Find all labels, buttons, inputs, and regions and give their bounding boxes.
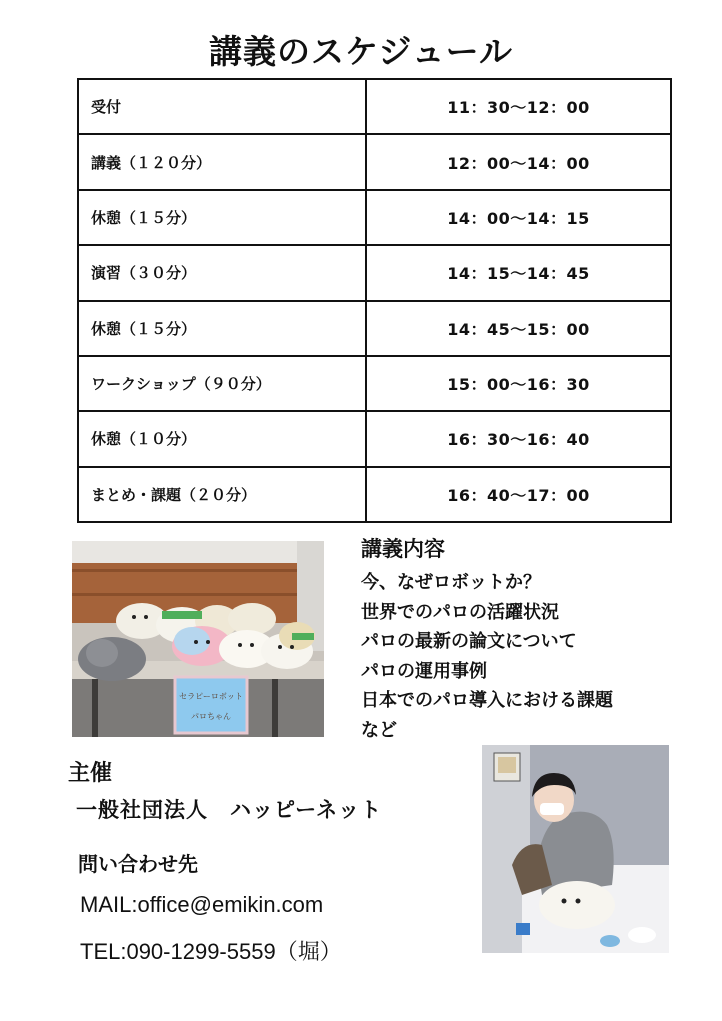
table-row: [78, 190, 671, 245]
contact-tel: TEL:090-1299-5559（堀）: [80, 939, 342, 964]
session-illustration: [482, 745, 669, 953]
table-row: [78, 134, 671, 189]
list-item: パロの最新の論文について: [361, 631, 577, 652]
schedule-label: 演習（３０分）: [78, 245, 366, 300]
schedule-time: 14：00〜14：15: [366, 190, 671, 245]
list-item: 世界でのパロの活躍状況: [361, 601, 559, 623]
schedule-time: 15：00〜16：30: [366, 356, 671, 411]
schedule-label: ワークショップ（９０分）: [78, 356, 366, 411]
schedule-label: まとめ・課題（２０分）: [78, 467, 366, 522]
contact-heading: 問い合わせ先: [78, 852, 198, 876]
list-item: 日本でのパロ導入における課題: [361, 690, 613, 711]
schedule-time: 12：00〜14：00: [366, 134, 671, 189]
schedule-label: 受付: [78, 79, 366, 134]
schedule-time: 16：30〜16：40: [366, 411, 671, 466]
organizer-heading: 主催: [68, 761, 113, 786]
paro-display-photo: [72, 541, 324, 737]
sign-line-1: セラピーロボット: [179, 692, 243, 701]
schedule-time: 14：45〜15：00: [366, 301, 671, 356]
schedule-label: 休憩（１０分）: [78, 411, 366, 466]
table-row: [78, 467, 671, 522]
schedule-label: 休憩（１５分）: [78, 301, 366, 356]
schedule-time: 11：30〜12：00: [366, 79, 671, 134]
organizer-name: 一般社団法人 ハッピーネット: [76, 798, 383, 822]
table-row: [78, 79, 671, 134]
content-heading: 講義内容: [361, 537, 445, 561]
content-list: [361, 568, 613, 745]
schedule-time: 14：15〜14：45: [366, 245, 671, 300]
session-photo: [482, 745, 669, 953]
contact-mail: MAIL:office@emikin.com: [80, 892, 324, 917]
list-item: など: [361, 719, 397, 741]
list-item: パロの運用事例: [361, 660, 487, 682]
paro-display-illustration: [72, 541, 324, 737]
schedule-label: 休憩（１５分）: [78, 190, 366, 245]
list-item: 今、なぜロボットか？: [361, 572, 541, 593]
table-row: [78, 301, 671, 356]
table-row: [78, 411, 671, 466]
schedule-label: 講義（１２０分）: [78, 134, 366, 189]
page-title: 講義のスケジュール: [208, 32, 514, 71]
schedule-time: 16：40〜17：00: [366, 467, 671, 522]
sign-line-2: パロちゃん: [191, 712, 231, 721]
table-row: [78, 245, 671, 300]
schedule-table: [77, 78, 672, 523]
table-row: [78, 356, 671, 411]
